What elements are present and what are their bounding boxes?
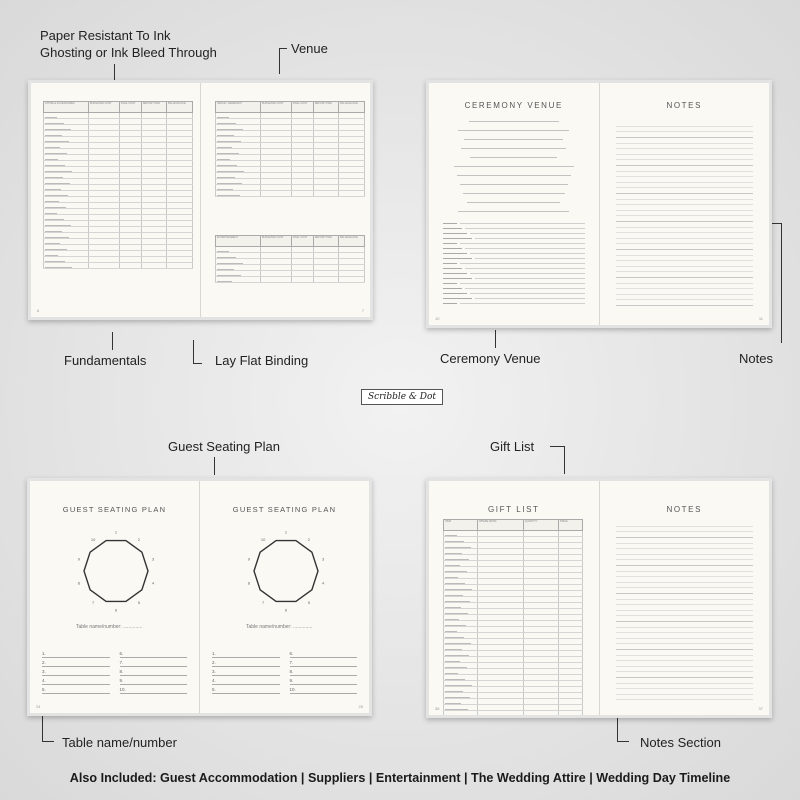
row-label-placeholder [217,147,232,148]
table-cell [291,191,313,197]
page-notes [599,83,770,325]
page-fundamentals [31,83,200,317]
col-header: FINAL COST [291,236,313,247]
col-header: FINAL COST [291,102,313,113]
col-header: DEPOSIT PAID [141,102,166,113]
col-header: BALANCE DUE [339,236,365,247]
callout-table-name: Table name/number [62,735,177,750]
seat-number: 6 [114,607,118,613]
ruled-lines [616,521,754,701]
row-label-placeholder [45,159,58,160]
callout-gift-list: Gift List [490,439,535,454]
row-label-placeholder [45,249,67,250]
leader-line [214,457,215,475]
row-label-placeholder [217,183,242,184]
row-label-placeholder [445,565,460,566]
decagon-outline [254,541,318,602]
table-cell [89,263,120,269]
table-cell [44,263,89,269]
seat-line: 8. [120,667,188,676]
table-cell [313,277,338,283]
page-number: 6 [37,308,40,313]
row-label-placeholder [445,703,461,704]
row-label-placeholder [445,709,468,710]
row-label-placeholder [45,135,62,136]
row-label-placeholder [217,251,229,252]
seat-line: 3. [212,667,280,676]
decagon-table-icon [74,529,158,613]
row-label-placeholder [445,649,462,650]
seat-line: 5. [212,685,280,694]
seat-number: 8 [247,580,251,586]
seat-number: 7 [261,600,265,606]
page-title: NOTES [666,101,703,110]
row-label-placeholder [45,201,59,202]
row-label-placeholder [445,613,468,614]
table-cell [167,263,193,269]
row-label-placeholder [445,619,459,620]
seat-number: 10 [260,536,266,542]
row-label-placeholder [45,219,64,220]
row-label-placeholder [45,231,62,232]
table-row [216,277,365,283]
page-notes-section [599,481,770,715]
seat-list [212,649,357,694]
page-title: GUEST SEATING PLAN [62,505,167,514]
table-cell [559,711,583,716]
row-label-placeholder [445,553,462,554]
row-label-placeholder [45,207,66,208]
seat-line: 8. [290,667,358,676]
row-label-placeholder [445,577,458,578]
callout-guest-seating-plan: Guest Seating Plan [168,439,281,454]
row-label-placeholder [45,237,69,238]
row-label-placeholder [45,117,57,118]
col-header: ITEM [444,520,478,531]
included-items-footer: Also Included: Guest Accommodation | Suppliers | Entertainment | The Wedding Attire | Wedding Day Timeline [69,771,731,785]
page-title: GIFT LIST [487,505,540,514]
page-seating-left [30,481,199,713]
seat-number: 5 [307,600,311,606]
row-label-placeholder [445,601,470,602]
col-header: BUDGETED COST [261,102,292,113]
page-number: 24 [36,704,41,709]
row-label-placeholder [45,141,69,142]
seat-line: 1. [42,649,110,658]
row-label-placeholder [445,583,465,584]
row-label-placeholder [445,691,463,692]
row-label-placeholder [445,571,467,572]
col-header: BUDGETED COST [89,102,120,113]
row-label-placeholder [217,171,244,172]
seat-number: 4 [151,580,155,586]
seat-number: 2 [137,536,141,542]
leader-line [279,48,280,74]
row-label-placeholder [217,129,243,130]
col-header: WHERE FROM [478,520,524,531]
table-cell [119,263,141,269]
seat-line: 1. [212,649,280,658]
callout-lay-flat: Lay Flat Binding [215,353,309,368]
row-label-placeholder [445,679,465,680]
seat-line: 2. [212,658,280,667]
question-line [439,171,589,180]
row-label-placeholder [445,715,459,716]
seat-line: 4. [42,676,110,685]
seat-number: 1 [284,529,288,535]
row-label-placeholder [45,213,57,214]
brand-logo: Scribble & Dot [361,389,443,405]
seat-number: 2 [307,536,311,542]
row-label-placeholder [45,147,60,148]
table-name-label: Table name/number: .............. [246,624,313,630]
row-label-placeholder [445,559,469,560]
table-cell [444,711,478,716]
seat-number: 8 [77,580,81,586]
seat-line: 10. [290,685,358,694]
row-label-placeholder [45,123,64,124]
page-number: 7 [361,308,364,313]
row-label-placeholder [45,261,65,262]
form-line [443,301,585,306]
callout-venue: Venue [291,41,328,56]
seat-number: 1 [114,529,118,535]
table-cell [313,191,338,197]
table-row [216,191,365,197]
seat-line: 4. [212,676,280,685]
table-cell [339,277,365,283]
form-fields [443,221,585,306]
leader-line [193,340,194,364]
row-label-placeholder [45,171,72,172]
row-label-placeholder [217,269,234,270]
page-number: 37 [758,706,763,711]
page-seating-right [199,481,369,713]
table-cell [478,711,524,716]
table-cell [339,191,365,197]
row-label-placeholder [217,135,234,136]
question-line [439,117,589,126]
leader-line [495,330,496,348]
row-label-placeholder [445,637,464,638]
seat-number: 9 [247,556,251,562]
question-line [439,126,589,135]
page-number: 10 [435,316,440,321]
callout-fundamentals: Fundamentals [64,353,147,368]
row-label-placeholder [45,195,68,196]
table-cell [291,277,313,283]
decagon-outline [84,541,148,602]
col-header: PRICE [559,520,583,531]
seat-number: 3 [321,556,325,562]
table-name-label: Table name/number: .............. [76,624,143,630]
page-gift-list [429,481,599,715]
col-header: ATTIRE & ACCESSORIES [44,102,89,113]
page-ceremony-venue [429,83,599,325]
table-cell [141,263,166,269]
callout-paper-resistant: Paper Resistant To Ink Ghosting or Ink Bleed Through [40,28,217,60]
col-header: BALANCE DUE [167,102,193,113]
leader-line [564,446,565,474]
seat-line: 9. [290,676,358,685]
seat-line: 7. [290,658,358,667]
seat-number: 3 [151,556,155,562]
row-label-placeholder [217,281,232,282]
leader-line [42,741,54,742]
table-cell [261,191,292,197]
question-line [439,180,589,189]
col-header: DEPOSIT PAID [313,236,338,247]
page-title: CEREMONY VENUE [464,101,563,110]
row-label-placeholder [45,189,61,190]
planner-spread-fundamentals [28,80,373,320]
row-label-placeholder [217,117,229,118]
table-cell [216,191,261,197]
row-label-placeholder [45,129,71,130]
seat-line: 3. [42,667,110,676]
row-label-placeholder [445,547,471,548]
question-line [439,153,589,162]
seat-line: 10. [120,685,188,694]
col-header: ENTERTAINMENT [216,236,261,247]
row-label-placeholder [445,631,457,632]
row-label-placeholder [445,685,472,686]
table-row [44,263,193,269]
planner-spread-gifts [426,478,772,718]
planner-spread-ceremony [426,80,772,328]
question-line [439,162,589,171]
leader-line [617,717,618,741]
leader-line [114,64,115,80]
row-label-placeholder [217,195,240,196]
seat-number: 5 [137,600,141,606]
callout-ceremony-venue: Ceremony Venue [440,351,541,366]
row-label-placeholder [217,263,243,264]
seat-list [42,649,187,694]
leader-line [781,223,782,343]
row-label-placeholder [445,673,458,674]
seat-line: 5. [42,685,110,694]
row-label-placeholder [45,267,72,268]
question-line [439,207,589,216]
row-label-placeholder [217,275,241,276]
row-label-placeholder [45,177,63,178]
leader-line [550,446,564,447]
question-line [439,144,589,153]
question-list [439,117,589,216]
seat-number: 7 [91,600,95,606]
row-label-placeholder [445,589,472,590]
table-cell [216,277,261,283]
row-label-placeholder [445,595,463,596]
row-label-placeholder [217,189,233,190]
seat-number: 10 [90,536,96,542]
page-venue [200,83,370,317]
seat-number: 9 [77,556,81,562]
seat-line: 9. [120,676,188,685]
row-label-placeholder [217,177,235,178]
question-line [439,198,589,207]
page-title: NOTES [666,505,703,514]
row-label-placeholder [445,667,467,668]
leader-line [279,48,287,49]
seat-line: 2. [42,658,110,667]
question-line [439,189,589,198]
question-line [439,135,589,144]
row-label-placeholder [217,123,236,124]
ruled-lines [616,121,754,311]
leader-line [112,332,113,350]
col-header: QUANTITY [523,520,558,531]
row-label-placeholder [217,165,237,166]
row-label-placeholder [445,643,471,644]
row-label-placeholder [45,255,58,256]
decagon-table-icon [244,529,328,613]
col-header: FINAL COST [119,102,141,113]
row-label-placeholder [445,607,461,608]
entertainment-table [215,235,365,283]
row-label-placeholder [217,153,239,154]
row-label-placeholder [445,697,470,698]
callout-notes-section: Notes Section [640,735,721,750]
table-cell [523,711,558,716]
row-label-placeholder [45,225,71,226]
row-label-placeholder [445,541,464,542]
row-label-placeholder [445,625,466,626]
seat-number: 6 [284,607,288,613]
row-label-placeholder [45,165,65,166]
seat-line: 6. [290,649,358,658]
col-header: DEPOSIT PAID [313,102,338,113]
seat-line: 6. [120,649,188,658]
col-header: BALANCE DUE [339,102,365,113]
table-row [444,711,583,716]
row-label-placeholder [217,257,236,258]
seat-number: 4 [321,580,325,586]
page-number: 11 [758,316,763,321]
attire-table [43,101,193,269]
col-header: VENUE / CEREMONY [216,102,261,113]
row-label-placeholder [445,655,469,656]
row-label-placeholder [45,243,60,244]
page-number: 25 [358,704,363,709]
seat-line: 7. [120,658,188,667]
leader-line [617,741,629,742]
page-title: GUEST SEATING PLAN [232,505,337,514]
col-header: BUDGETED COST [261,236,292,247]
page-number: 36 [435,706,440,711]
row-label-placeholder [217,159,230,160]
row-label-placeholder [445,661,460,662]
row-label-placeholder [445,535,457,536]
venue-table [215,101,365,197]
row-label-placeholder [45,183,70,184]
leader-line [193,363,202,364]
row-label-placeholder [45,153,67,154]
gift-table [443,519,583,715]
planner-spread-seating [27,478,372,716]
table-cell [261,277,292,283]
callout-notes: Notes [739,351,773,366]
row-label-placeholder [217,141,241,142]
